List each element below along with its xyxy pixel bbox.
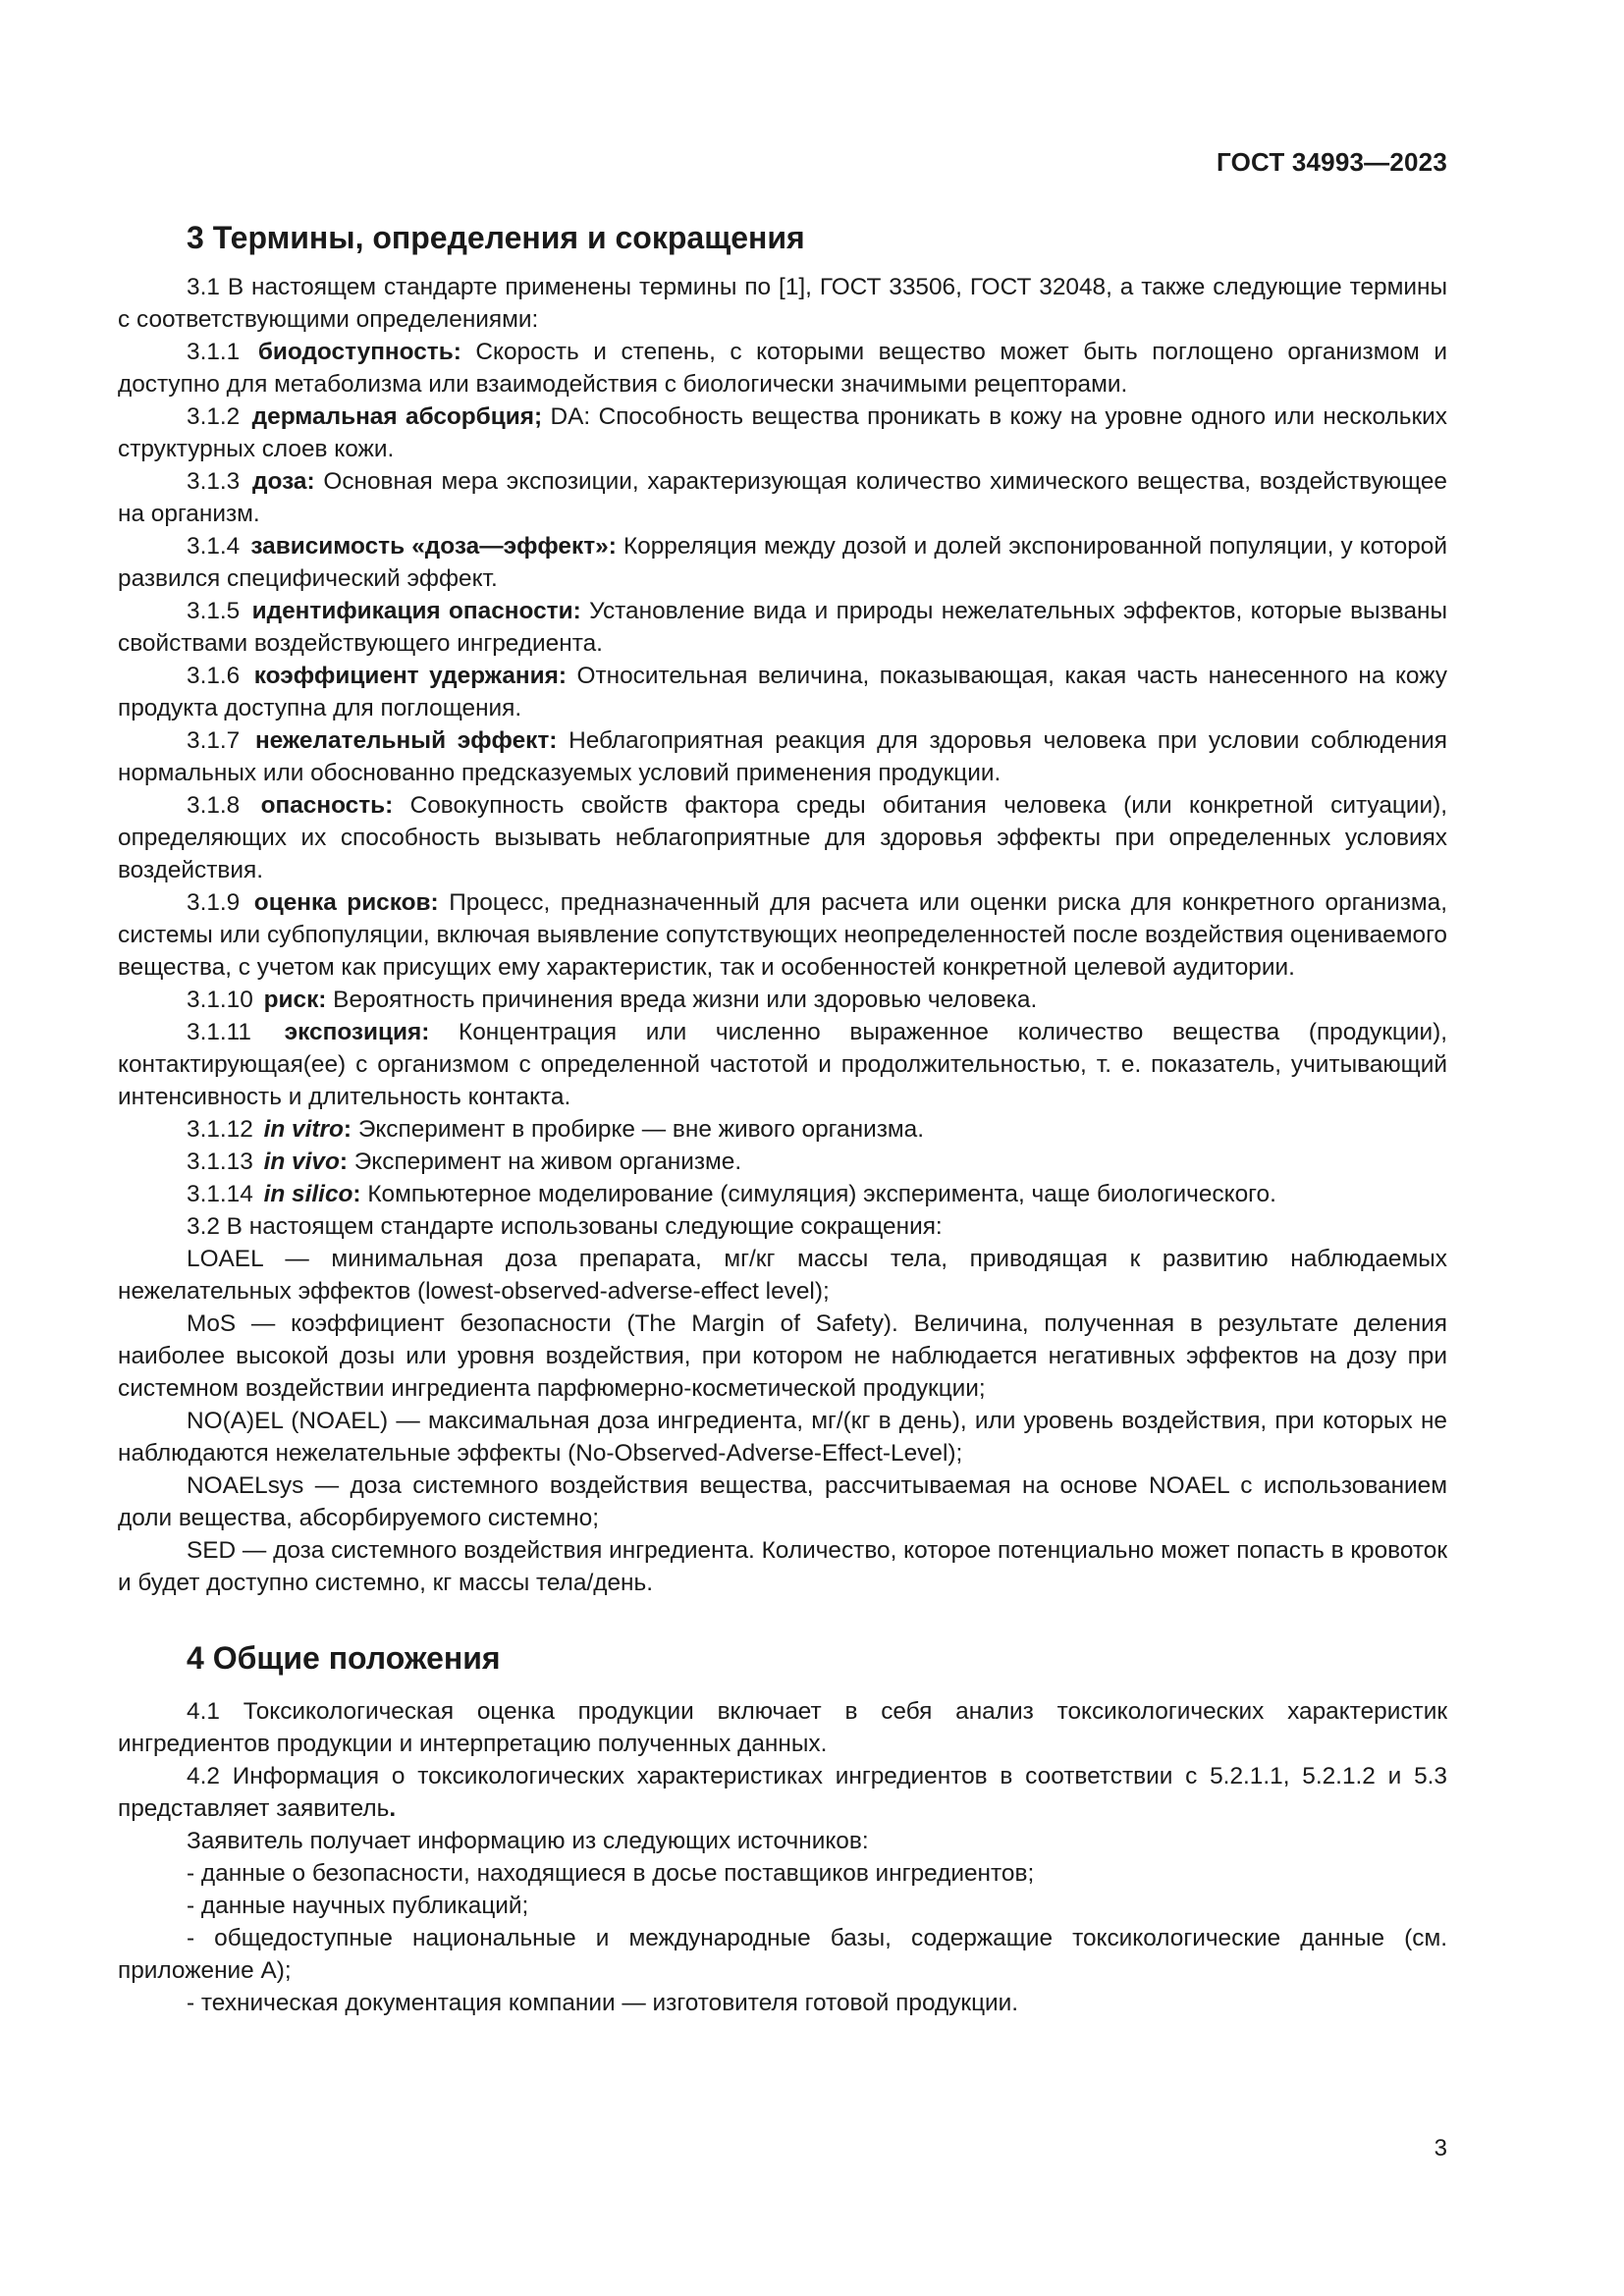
term-definition: Эксперимент на живом организме. — [348, 1148, 742, 1175]
page-number: 3 — [1434, 2135, 1447, 2162]
section-4-paragraph-1: 4.1 Токсикологическая оценка продукции включает в себя анализ токсикологических характеристик ингредиентов продукции и интерпретацию полученных данных. — [118, 1698, 1447, 1757]
source-list-item: - данные о безопасности, находящиеся в досье поставщиков ингредиентов; — [187, 1860, 1035, 1887]
section-4-title: 4 Общие положения — [187, 1640, 501, 1676]
abbreviation-entry: LOAEL — минимальная доза препарата, мг/кг массы тела, приводящая к развитию наблюдаемых нежелательных эффектов (lowest-observed-adverse-effect level); — [118, 1246, 1447, 1305]
abbreviations-intro: 3.2 В настоящем стандарте использованы следующие сокращения: — [187, 1213, 943, 1240]
term-definition: Относительная величина, показывающая, какая часть нанесенного на кожу продукта доступна для поглощения. — [118, 663, 1447, 721]
term-colon: : — [352, 1181, 361, 1207]
term-entry — [118, 1146, 1447, 1178]
term-entry — [118, 724, 1447, 789]
term-name: доза: — [252, 468, 315, 495]
abbreviation-entry: SED — доза системного воздействия ингредиента. Количество, которое потенциально может попасть в кровоток и будет доступно системно, кг массы тела/день. — [118, 1537, 1447, 1596]
terms-list — [118, 336, 1447, 1210]
term-definition: Совокупность свойств фактора среды обитания человека (или конкретной ситуации), определяющих их способность вызывать неблагоприятные для здоровья эффекты при определенных условиях воздействия. — [118, 792, 1448, 883]
standard-code-header: ГОСТ 34993—2023 — [1217, 147, 1447, 177]
term-entry — [118, 660, 1447, 724]
term-definition: Корреляция между дозой и долей экспонированной популяции, у которой развился специфический эффект. — [118, 533, 1447, 592]
term-entry — [118, 886, 1447, 984]
term-definition: Процесс, предназначенный для расчета или оценки риска для конкретного организма, системы или субпопуляции, включая выявление сопутствующих неопределенностей после воздействия оцениваемого вещества, с учетом как присущих ему характеристик, так и особенностей конкретной целевой аудитории. — [118, 889, 1447, 981]
section-4-paragraph-2-text: 4.2 Информация о токсикологических характеристиках ингредиентов в соответствии с 5.2.1.1, 5.2.1.2 и 5.3 представляет заявитель — [118, 1763, 1447, 1822]
abbreviation-entry: NOAELsys — доза системного воздействия вещества, рассчитываемая на основе NOAEL с использованием доли вещества, абсорбируемого системно; — [118, 1472, 1447, 1531]
page-content — [118, 218, 1447, 2019]
abbreviation-entry: MoS — коэффициент безопасности (The Margin of Safety). Величина, полученная в результате деления наиболее высокой дозы или уровня воздействия, при котором не наблюдается негативных эффектов на дозу при системном воздействии ингредиента парфюмерно-косметической продукции; — [118, 1310, 1447, 1402]
term-entry — [118, 984, 1447, 1016]
term-number: 3.1.1 — [187, 339, 241, 365]
term-number: 3.1.10 — [187, 987, 253, 1013]
term-name: биодоступность: — [257, 339, 461, 365]
term-number: 3.1.4 — [187, 533, 241, 560]
document-page — [118, 0, 1447, 2296]
term-definition: Установление вида и природы нежелательных эффектов, которые вызваны свойствами воздействующего ингредиента. — [118, 598, 1448, 657]
source-list-item: - данные научных публикаций; — [187, 1893, 529, 1919]
term-entry — [118, 1016, 1447, 1113]
section-3-intro: 3.1 В настоящем стандарте применены термины по [1], ГОСТ 33506, ГОСТ 32048, а также следующие термины с соответствующими определениями: — [118, 274, 1447, 333]
term-name: опасность: — [260, 792, 394, 819]
term-name: in vitro — [263, 1116, 344, 1143]
term-number: 3.1.12 — [187, 1116, 253, 1143]
section-4-paragraph-2 — [118, 1760, 1447, 1825]
term-name: in vivo — [263, 1148, 340, 1175]
term-number: 3.1.3 — [187, 468, 241, 495]
term-name: идентификация опасности: — [251, 598, 581, 624]
term-definition: Концентрация или численно выраженное количество вещества (продукции), контактирующая(ее) с организмом с определенной частотой и продолжительностью, т. е. показатель, учитывающий интенсивность и длительность контакта. — [118, 1019, 1447, 1110]
term-number: 3.1.6 — [187, 663, 241, 689]
term-entry — [118, 400, 1447, 465]
term-colon: : — [339, 1148, 348, 1175]
term-entry — [118, 530, 1447, 595]
section-4-paragraph-2-end: . — [389, 1795, 397, 1822]
term-name: in silico — [263, 1181, 353, 1207]
term-name: дермальная абсорбция; — [251, 403, 543, 430]
term-colon: : — [343, 1116, 352, 1143]
term-entry — [118, 789, 1447, 886]
term-entry — [118, 336, 1447, 400]
section-3-title: 3 Термины, определения и сокращения — [187, 220, 805, 255]
sources-list — [118, 1857, 1447, 2019]
term-number: 3.1.11 — [187, 1019, 252, 1045]
term-name: риск: — [263, 987, 327, 1013]
term-name: оценка рисков: — [253, 889, 439, 916]
term-definition: Основная мера экспозиции, характеризующая количество химического вещества, воздействующее на организм. — [118, 468, 1447, 527]
term-definition: DA: Способность вещества проникать в кожу на уровне одного или нескольких структурных слоев кожи. — [118, 403, 1448, 462]
term-entry — [118, 1178, 1447, 1210]
term-entry — [118, 465, 1447, 530]
term-number: 3.1.9 — [187, 889, 241, 916]
abbreviation-entry: NO(A)EL (NOAEL) — максимальная доза ингредиента, мг/(кг в день), или уровень воздействия, при которых не наблюдаются нежелательные эффекты (No-Observed-Adverse-Effect-Level); — [118, 1408, 1447, 1467]
term-definition: Эксперимент в пробирке — вне живого организма. — [352, 1116, 924, 1143]
term-definition: Компьютерное моделирование (симуляция) эксперимента, чаще биологического. — [360, 1181, 1276, 1207]
term-name: нежелательный эффект: — [254, 727, 558, 754]
source-list-item: - техническая документация компании — изготовителя готовой продукции. — [187, 1990, 1019, 2016]
term-definition: Вероятность причинения вреда жизни или здоровью человека. — [326, 987, 1038, 1013]
term-number: 3.1.13 — [187, 1148, 253, 1175]
term-entry — [118, 595, 1447, 660]
term-number: 3.1.2 — [187, 403, 241, 430]
term-name: экспозиция: — [284, 1019, 430, 1045]
term-definition: Неблагоприятная реакция для здоровья человека при условии соблюдения нормальных или обоснованно предсказуемых условий применения продукции. — [118, 727, 1448, 786]
term-name: коэффициент удержания: — [253, 663, 567, 689]
term-name: зависимость «доза—эффект»: — [250, 533, 617, 560]
term-number: 3.1.14 — [187, 1181, 253, 1207]
sources-intro: Заявитель получает информацию из следующих источников: — [187, 1828, 869, 1854]
term-number: 3.1.5 — [187, 598, 241, 624]
term-entry — [118, 1113, 1447, 1146]
term-number: 3.1.7 — [187, 727, 241, 754]
term-definition: Скорость и степень, с которыми вещество может быть поглощено организмом и доступно для метаболизма или взаимодействия с биологически значимыми рецепторами. — [118, 339, 1447, 398]
abbreviations-list — [118, 1243, 1447, 1599]
term-number: 3.1.8 — [187, 792, 241, 819]
source-list-item: - общедоступные национальные и международные базы, содержащие токсикологические данные (см. приложение А); — [118, 1925, 1447, 1984]
